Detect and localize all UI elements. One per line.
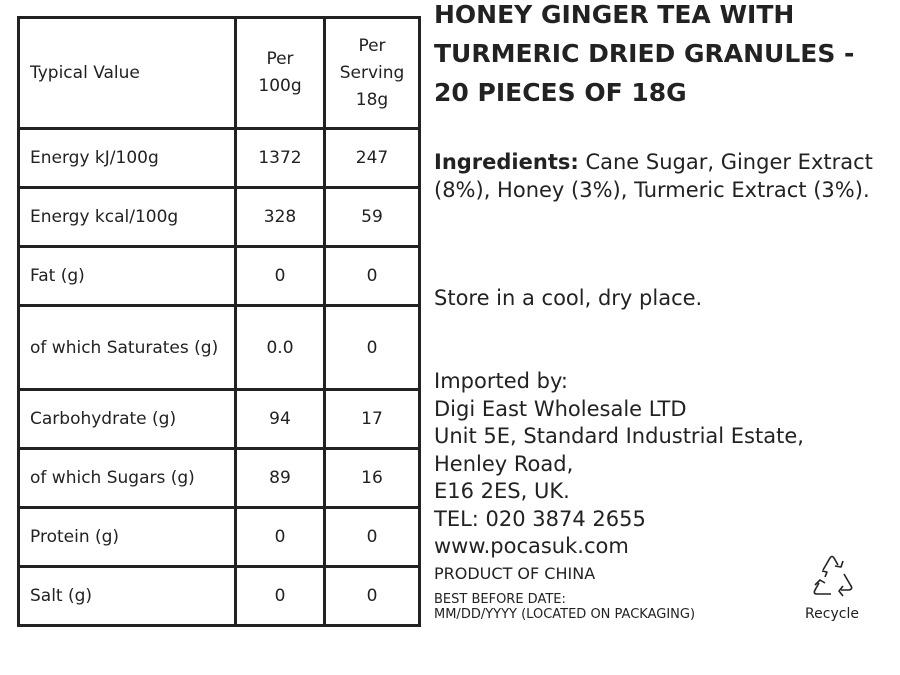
recycle-icon: [803, 550, 861, 604]
header-typical-value: Typical Value: [19, 18, 236, 129]
importer-details: [434, 368, 804, 561]
importer-line: TEL: 020 3874 2655: [434, 506, 646, 531]
importer-line: Unit 5E, Standard Industrial Estate,: [434, 424, 804, 448]
row-per-serving: 16: [325, 449, 420, 508]
row-per-serving: 17: [325, 390, 420, 449]
row-label: Energy kJ/100g: [19, 129, 236, 188]
table-row: [19, 390, 420, 449]
ingredients-text: Cane Sugar, Ginger Extract (8%), Honey (3%), Turmeric Extract (3%).: [434, 150, 873, 202]
row-label: of which Saturates (g): [19, 306, 236, 390]
row-per-100g: 0: [236, 508, 325, 567]
header-per-100g: [236, 18, 325, 129]
importer-website: www.pocasuk.com: [434, 534, 629, 558]
row-per-serving: 247: [325, 129, 420, 188]
header-per-serving-line3: 18g: [355, 89, 389, 110]
row-per-serving: 59: [325, 188, 420, 247]
header-per-100g-line1: Per: [266, 49, 294, 69]
importer-line: E16 2ES, UK.: [434, 479, 570, 503]
row-per-serving: 0: [325, 567, 420, 626]
row-label: of which Sugars (g): [19, 449, 236, 508]
row-label: Salt (g): [19, 567, 236, 626]
row-per-100g: 0: [236, 247, 325, 306]
row-label: Carbohydrate (g): [19, 390, 236, 449]
table-row: [19, 449, 420, 508]
row-per-100g: 89: [236, 449, 325, 508]
header-per-serving-line1: Per: [358, 35, 386, 56]
table-header-row: [19, 18, 420, 129]
best-before-label: BEST BEFORE DATE:: [434, 592, 566, 607]
row-label: Energy kcal/100g: [19, 188, 236, 247]
header-per-100g-line2: 100g: [258, 76, 302, 96]
row-per-serving: 0: [325, 306, 420, 390]
row-per-serving: 0: [325, 508, 420, 567]
nutrition-table: [17, 16, 421, 627]
table-row: [19, 567, 420, 626]
row-label: Protein (g): [19, 508, 236, 567]
product-title: HONEY GINGER TEA WITH TURMERIC DRIED GRANULES - 20 PIECES OF 18G: [434, 0, 855, 107]
row-per-100g: 94: [236, 390, 325, 449]
table-row: [19, 188, 420, 247]
best-before: [434, 592, 695, 622]
row-label: Fat (g): [19, 247, 236, 306]
row-per-serving: 0: [325, 247, 420, 306]
ingredients-label: Ingredients:: [434, 150, 579, 174]
importer-line: Henley Road,: [434, 451, 574, 476]
country-of-origin: PRODUCT OF CHINA: [434, 564, 596, 583]
storage-instructions: Store in a cool, dry place.: [434, 286, 703, 310]
table-row: [19, 508, 420, 567]
header-per-serving-line2: Serving: [339, 62, 405, 83]
table-row: [19, 306, 420, 390]
importer-line: Imported by:: [434, 369, 568, 393]
table-row: [19, 129, 420, 188]
row-per-100g: 0.0: [236, 306, 325, 390]
header-per-serving: [325, 18, 420, 129]
ingredients: [434, 148, 889, 204]
row-per-100g: 328: [236, 188, 325, 247]
recycle-label: Recycle: [805, 606, 859, 622]
importer-line: Digi East Wholesale LTD: [434, 396, 687, 421]
row-per-100g: 0: [236, 567, 325, 626]
row-per-100g: 1372: [236, 129, 325, 188]
table-row: [19, 247, 420, 306]
recycle-symbol: [800, 550, 864, 622]
best-before-value: MM/DD/YYYY (LOCATED ON PACKAGING): [434, 607, 696, 622]
